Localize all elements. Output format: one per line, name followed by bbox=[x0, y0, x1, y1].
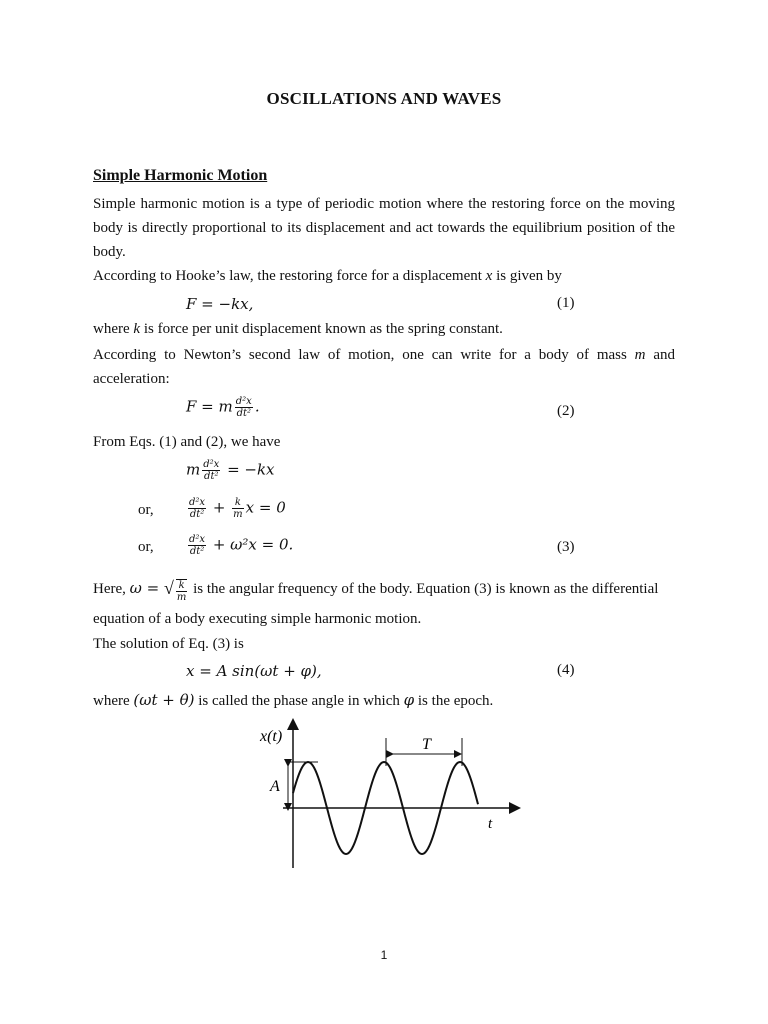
denominator: dt² bbox=[189, 546, 205, 557]
eq2-tail: . bbox=[254, 397, 260, 416]
section-heading: Simple Harmonic Motion bbox=[93, 167, 268, 184]
or-label-2: or, bbox=[138, 539, 154, 555]
eq-tail: + ω²x = 0. bbox=[208, 535, 294, 554]
eq-tail: = −kx bbox=[222, 460, 275, 479]
paragraph-from-eqs: From Eqs. (1) and (2), we have bbox=[93, 434, 281, 450]
page-title: OSCILLATIONS AND WAVES bbox=[266, 89, 502, 108]
amplitude-label: A bbox=[270, 778, 280, 795]
numerator: d²x bbox=[203, 459, 220, 470]
eq-tail: x = 0 bbox=[245, 498, 286, 517]
denominator: m bbox=[176, 591, 187, 603]
var-m: m bbox=[634, 347, 646, 363]
eq2-lhs: F = m bbox=[186, 397, 233, 416]
period-label: T bbox=[422, 736, 431, 753]
text: Here, bbox=[93, 581, 130, 597]
text: is the angular frequency of the body. Equation (3) is known as the differential bbox=[189, 581, 659, 597]
text: is the epoch. bbox=[414, 693, 494, 709]
denominator: dt² bbox=[189, 509, 205, 520]
paragraph-definition: Simple harmonic motion is a type of periodic motion where the restoring force on the moving body is directly proportional to its displacement and act towards the equilibrium position of the body. bbox=[93, 196, 675, 260]
var-k: k bbox=[133, 321, 141, 337]
page-number: 1 bbox=[380, 948, 388, 962]
eq-lhs: m bbox=[186, 460, 201, 479]
text: According to Newton’s second law of motion, one can write for a body of mass bbox=[93, 347, 635, 363]
text: is force per unit displacement known as the spring constant. bbox=[140, 321, 503, 337]
numerator: d²x bbox=[235, 396, 252, 407]
text: where bbox=[93, 321, 134, 337]
x-axis-label: t bbox=[488, 816, 493, 832]
y-axis-label: x(t) bbox=[260, 728, 283, 745]
numerator: d²x bbox=[189, 497, 206, 508]
denominator: dt² bbox=[204, 471, 219, 482]
or-label-1: or, bbox=[138, 502, 154, 518]
equation-number-1: (1) bbox=[557, 295, 575, 311]
numerator: k bbox=[232, 497, 243, 509]
paragraph-solution: The solution of Eq. (3) is bbox=[93, 636, 244, 652]
equation-4: x = A sin(ωt + φ), bbox=[186, 662, 322, 680]
omega-lhs: ω = bbox=[129, 579, 164, 597]
phase-expression: (ωt + θ) bbox=[133, 691, 195, 709]
epoch-symbol: φ bbox=[403, 691, 415, 709]
text: where bbox=[93, 693, 134, 709]
paragraph-sho-equation: equation of a body executing simple harmonic motion. bbox=[93, 611, 422, 627]
numerator: k bbox=[176, 580, 187, 592]
equation-1: F = −kx, bbox=[186, 295, 254, 313]
denominator: m bbox=[233, 509, 243, 520]
var-x: x bbox=[485, 268, 493, 284]
sqrt-sign: √ bbox=[164, 578, 174, 599]
equation-number-3: (3) bbox=[557, 539, 575, 555]
denominator: dt² bbox=[236, 408, 251, 419]
plus: + bbox=[208, 498, 231, 517]
numerator: d²x bbox=[189, 534, 206, 545]
text: According to Hooke’s law, the restoring force for a displacement bbox=[93, 268, 486, 284]
text: is given by bbox=[492, 268, 562, 284]
equation-number-4: (4) bbox=[557, 662, 575, 678]
text: is called the phase angle in which bbox=[194, 693, 404, 709]
equation-number-2: (2) bbox=[557, 403, 575, 419]
text: and acceleration: bbox=[93, 347, 675, 387]
